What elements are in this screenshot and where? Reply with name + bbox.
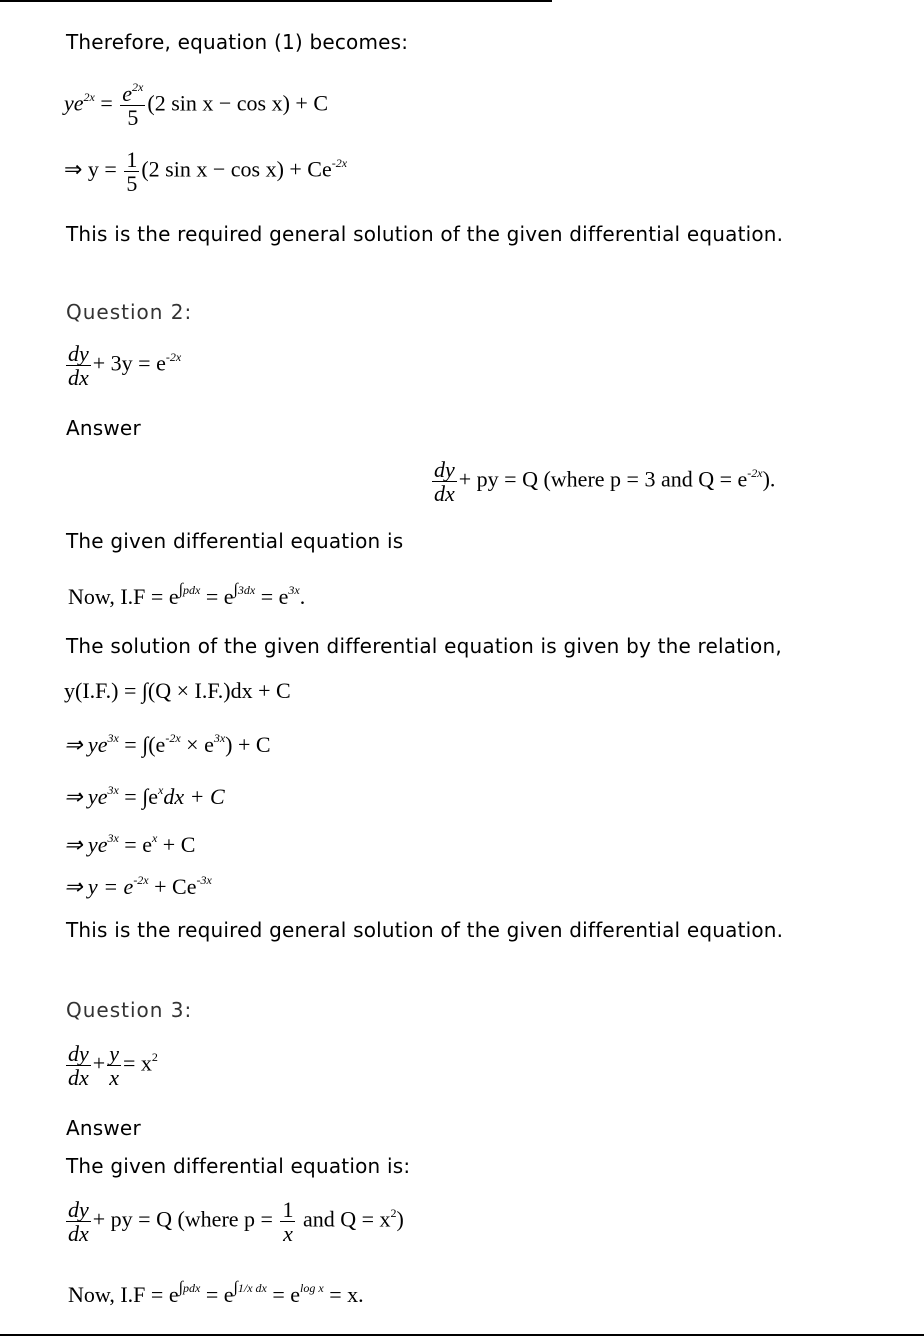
question-2-equation: $\frac{dy}{dx}$ + $3y = e^{-2x}$ — [68, 341, 182, 391]
solution-relation-text: The solution of the given differential equation is given by the relation, — [66, 634, 782, 658]
answer-3-label: Answer — [66, 1116, 141, 1140]
top-rule — [0, 0, 552, 2]
integrating-factor-2: Now, $I.F = e^{\int pdx} = e^{\int 3dx} = e^{3x}$. — [68, 581, 306, 609]
conclusion-text-2: This is the required general solution of the given differential equation. — [66, 918, 784, 942]
question-2-heading: Question 2: — [66, 300, 193, 324]
relation-line-2: ⇒ $ye^{3x} = \int(e^{-2x} \times e^{3x}) + C$ — [64, 731, 271, 757]
equation-1: $ye^{2x}$ = $\frac{e^{2x}}{5}$ (2 sin x − cos x) + C — [64, 80, 329, 131]
conclusion-text-1: This is the required general solution of the given differential equation. — [66, 222, 784, 246]
answer-2-label: Answer — [66, 416, 141, 440]
relation-line-3: ⇒ $ye^{3x} = \int e^xdx + C$ — [64, 783, 225, 809]
integrating-factor-3: Now, $I.F = e^{\int pdx} = e^{\int 1/x dx} = e^{log x} = x$. — [68, 1279, 364, 1307]
question-3-heading: Question 3: — [66, 998, 193, 1022]
question-3-equation: $\frac{dy}{dx}$ + $\frac{y}{x}$ = $x^2$ — [68, 1041, 158, 1091]
equation-2: ⇒ y = $\frac{1}{5}$ (2 $\sin x - \cos x) + Ce^{-2x}$ — [64, 147, 348, 197]
bottom-rule — [0, 1334, 924, 1336]
intro-text: Therefore, equation (1) becomes: — [66, 30, 409, 54]
relation-line-4: ⇒ $ye^{3x} = e^x + C$ — [64, 831, 196, 857]
relation-line-1: y(I.F.) = ∫(Q × I.F.)dx + C — [64, 678, 291, 703]
answer-3-equation: $\frac{dy}{dx}$ + py = Q (where p = $\frac{1}{x}$ and $Q = x^2$) — [68, 1197, 404, 1247]
relation-line-5: ⇒ $y = e^{-2x} + Ce^{-3x}$ — [64, 873, 212, 899]
answer-2-equation: $\frac{dy}{dx}$ + py = Q (where p = 3 and $Q = e^{-2x}$). — [434, 457, 776, 507]
given-equation-text-3: The given differential equation is: — [66, 1154, 411, 1178]
given-equation-text-2: The given differential equation is — [66, 529, 404, 553]
